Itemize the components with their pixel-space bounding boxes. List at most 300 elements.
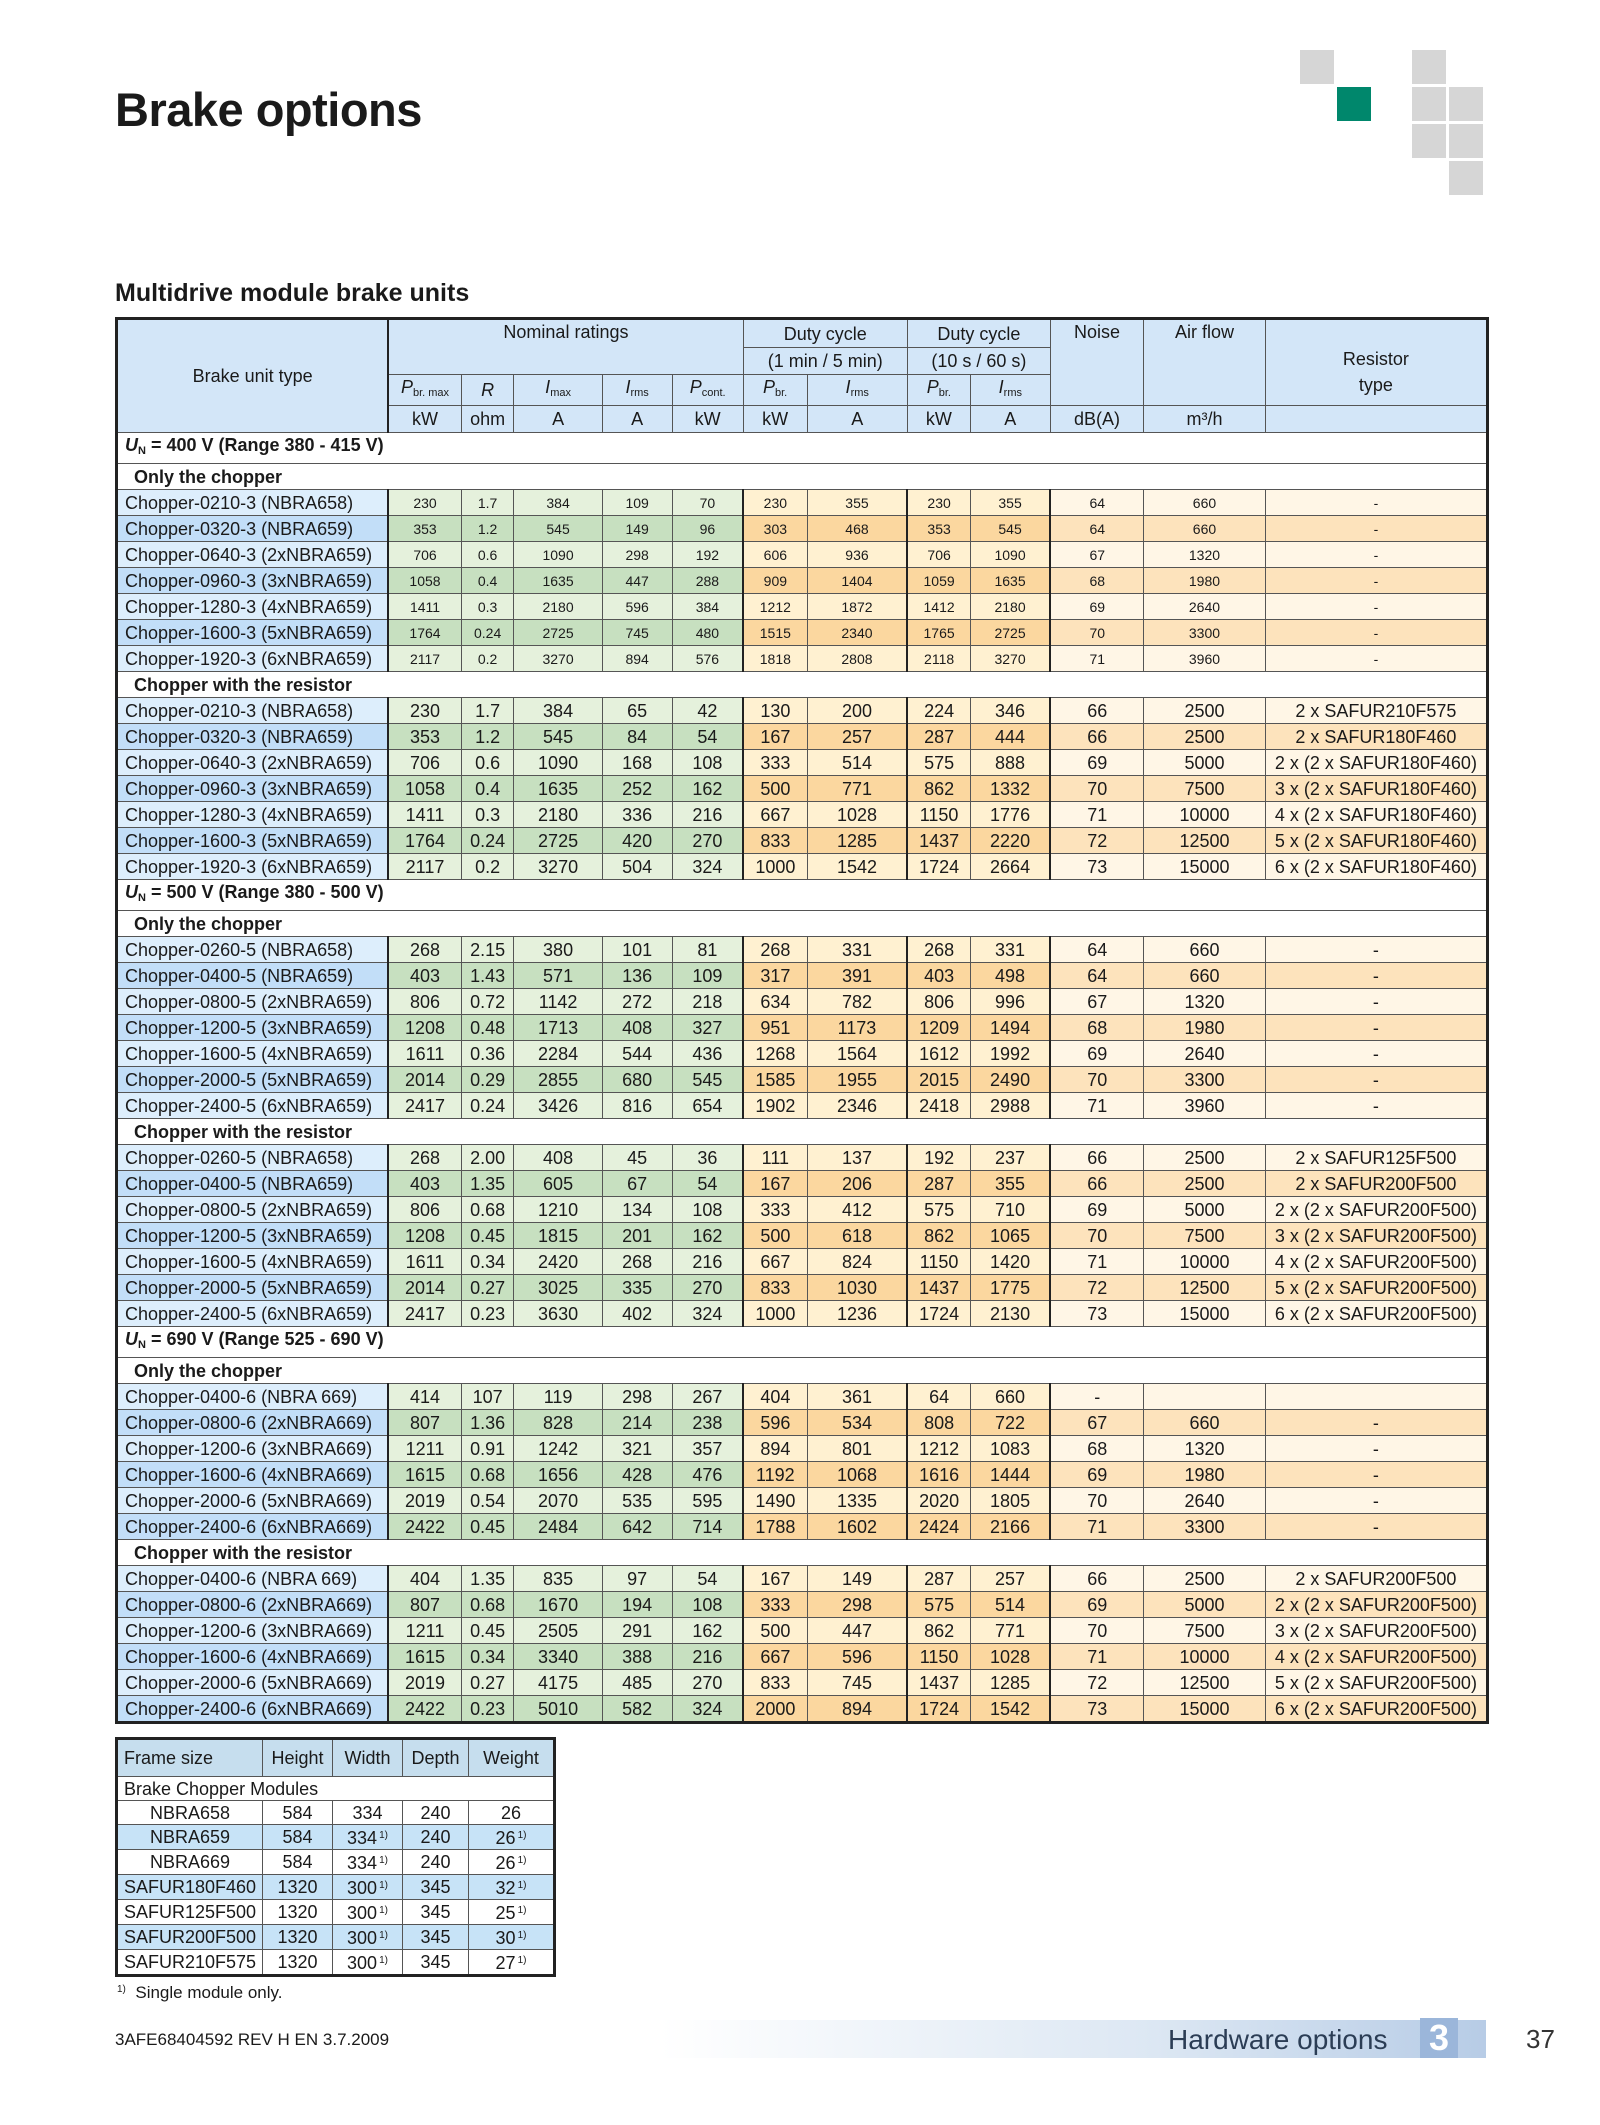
table-cell: 1724 bbox=[907, 854, 970, 880]
table-cell: 287 bbox=[907, 1566, 970, 1592]
table-cell: 824 bbox=[807, 1249, 907, 1275]
table-cell: 2725 bbox=[970, 620, 1050, 646]
table-cell: 862 bbox=[907, 1618, 970, 1644]
frame-table-row bbox=[117, 1825, 555, 1850]
frame-table-cell: 345 bbox=[403, 1950, 469, 1976]
frame-table-cell: NBRA658 bbox=[117, 1801, 263, 1825]
group-label: Chopper with the resistor bbox=[117, 1540, 1488, 1566]
frame-table-cell: 27 $^{1)}$ bbox=[469, 1950, 555, 1976]
table-cell: 12500 bbox=[1144, 1670, 1266, 1696]
frame-table-row bbox=[117, 1850, 555, 1875]
table-cell: 1.2 bbox=[461, 724, 514, 750]
cell-brake-unit: Chopper-2400-5 (6xNBRA659) bbox=[117, 1301, 389, 1327]
table-cell: 1058 bbox=[388, 776, 461, 802]
table-cell: - bbox=[1265, 1514, 1487, 1540]
frame-table-cell: 240 bbox=[403, 1850, 469, 1875]
table-cell: 216 bbox=[672, 802, 743, 828]
table-cell: 0.36 bbox=[461, 1041, 514, 1067]
cell-brake-unit: Chopper-2400-6 (6xNBRA669) bbox=[117, 1696, 389, 1723]
cell-brake-unit: Chopper-0260-5 (NBRA658) bbox=[117, 1145, 389, 1171]
table-cell: 1210 bbox=[514, 1197, 602, 1223]
table-cell: 1.36 bbox=[461, 1410, 514, 1436]
cell-brake-unit: Chopper-0400-6 (NBRA 669) bbox=[117, 1566, 389, 1592]
table-cell: 1980 bbox=[1144, 1462, 1266, 1488]
cell-brake-unit: Chopper-0400-5 (NBRA659) bbox=[117, 1171, 389, 1197]
table-cell: 833 bbox=[743, 1670, 807, 1696]
unit-ohm: ohm bbox=[461, 406, 514, 433]
frame-table-cell: 26 $^{1)}$ bbox=[469, 1825, 555, 1850]
table-cell: 660 bbox=[1144, 1410, 1266, 1436]
table-cell: 1173 bbox=[807, 1015, 907, 1041]
cell-brake-unit: Chopper-2400-6 (6xNBRA669) bbox=[117, 1514, 389, 1540]
table-cell: 2 x SAFUR200F500 bbox=[1265, 1566, 1487, 1592]
table-cell: 2422 bbox=[388, 1514, 461, 1540]
table-cell: 660 bbox=[1144, 516, 1266, 542]
table-cell: 355 bbox=[807, 490, 907, 516]
table-cell: 3300 bbox=[1144, 1514, 1266, 1540]
cell-brake-unit: Chopper-0800-6 (2xNBRA669) bbox=[117, 1410, 389, 1436]
cell-brake-unit: Chopper-1920-3 (6xNBRA659) bbox=[117, 854, 389, 880]
table-cell: 0.2 bbox=[461, 854, 514, 880]
table-row bbox=[117, 1462, 1488, 1488]
table-row bbox=[117, 1067, 1488, 1093]
table-cell: - bbox=[1050, 1384, 1143, 1410]
table-cell: 1490 bbox=[743, 1488, 807, 1514]
table-cell: 828 bbox=[514, 1410, 602, 1436]
table-cell: 355 bbox=[970, 1171, 1050, 1197]
frame-table-cell: 30 $^{1)}$ bbox=[469, 1925, 555, 1950]
table-cell: - bbox=[1265, 1462, 1487, 1488]
col-resistor-type: Resistor type bbox=[1265, 319, 1487, 406]
table-cell: 64 bbox=[1050, 963, 1143, 989]
table-cell: 346 bbox=[970, 698, 1050, 724]
table-cell: 1285 bbox=[807, 828, 907, 854]
table-row bbox=[117, 490, 1488, 516]
table-cell: 1818 bbox=[743, 646, 807, 672]
table-cell: 706 bbox=[907, 542, 970, 568]
table-cell: - bbox=[1265, 646, 1487, 672]
table-cell: 0.4 bbox=[461, 568, 514, 594]
table-cell: - bbox=[1265, 490, 1487, 516]
document-id: 3AFE68404592 REV H EN 3.7.2009 bbox=[115, 2030, 390, 2049]
table-cell: 230 bbox=[907, 490, 970, 516]
table-cell: 252 bbox=[602, 776, 672, 802]
table-cell: 66 bbox=[1050, 1566, 1143, 1592]
table-row bbox=[117, 1696, 1488, 1723]
table-cell: 1776 bbox=[970, 802, 1050, 828]
table-cell: 1788 bbox=[743, 1514, 807, 1540]
table-cell: 420 bbox=[602, 828, 672, 854]
cell-brake-unit: Chopper-1200-5 (3xNBRA659) bbox=[117, 1223, 389, 1249]
table-cell: 5000 bbox=[1144, 1197, 1266, 1223]
table-cell: 3960 bbox=[1144, 1093, 1266, 1119]
table-cell: 4 x (2 x SAFUR180F460) bbox=[1265, 802, 1487, 828]
table-cell: 5 x (2 x SAFUR200F500) bbox=[1265, 1670, 1487, 1696]
frame-col-height: Height bbox=[263, 1739, 333, 1777]
table-cell: 7500 bbox=[1144, 776, 1266, 802]
table-cell: 355 bbox=[970, 490, 1050, 516]
table-cell: 230 bbox=[743, 490, 807, 516]
frame-col-width: Width bbox=[333, 1739, 403, 1777]
table-cell: 806 bbox=[907, 989, 970, 1015]
table-cell: 404 bbox=[743, 1384, 807, 1410]
table-cell: 2500 bbox=[1144, 698, 1266, 724]
table-cell: 216 bbox=[672, 1644, 743, 1670]
table-cell: 1320 bbox=[1144, 989, 1266, 1015]
col-nominal-ratings: Nominal ratings bbox=[388, 319, 743, 375]
table-cell: 108 bbox=[672, 1592, 743, 1618]
table-cell: 64 bbox=[1050, 490, 1143, 516]
table-cell: 5000 bbox=[1144, 750, 1266, 776]
table-row bbox=[117, 963, 1488, 989]
table-row bbox=[117, 594, 1488, 620]
table-cell: 782 bbox=[807, 989, 907, 1015]
table-cell: 667 bbox=[743, 1249, 807, 1275]
table-cell: 807 bbox=[388, 1410, 461, 1436]
table-cell: 2664 bbox=[970, 854, 1050, 880]
table-cell: 1635 bbox=[514, 776, 602, 802]
table-row bbox=[117, 1249, 1488, 1275]
page-title: Brake options bbox=[115, 83, 422, 136]
table-row bbox=[117, 542, 1488, 568]
table-cell: 1713 bbox=[514, 1015, 602, 1041]
cell-brake-unit: Chopper-0400-5 (NBRA659) bbox=[117, 963, 389, 989]
unit-a: A bbox=[970, 406, 1050, 433]
table-cell: 722 bbox=[970, 1410, 1050, 1436]
table-cell: 1411 bbox=[388, 802, 461, 828]
table-cell: 1.7 bbox=[461, 698, 514, 724]
table-cell: 81 bbox=[672, 937, 743, 963]
table-cell: 134 bbox=[602, 1197, 672, 1223]
table-cell: 412 bbox=[807, 1197, 907, 1223]
table-cell: 1.7 bbox=[461, 490, 514, 516]
table-cell: 291 bbox=[602, 1618, 672, 1644]
table-cell: 710 bbox=[970, 1197, 1050, 1223]
table-cell: - bbox=[1265, 1488, 1487, 1514]
table-cell: 6 x (2 x SAFUR200F500) bbox=[1265, 1301, 1487, 1327]
table-cell: - bbox=[1265, 1093, 1487, 1119]
table-cell: 0.45 bbox=[461, 1618, 514, 1644]
table-cell: 2500 bbox=[1144, 1566, 1266, 1592]
table-cell: 15000 bbox=[1144, 854, 1266, 880]
table-cell: 447 bbox=[602, 568, 672, 594]
table-cell: 15000 bbox=[1144, 1696, 1266, 1723]
group-row bbox=[117, 672, 1488, 698]
unit-a: A bbox=[602, 406, 672, 433]
frame-table-body bbox=[117, 1777, 555, 1976]
col-duty-cycle-2-title: Duty cycle bbox=[907, 319, 1050, 348]
table-cell: 3270 bbox=[514, 646, 602, 672]
table-cell: 1585 bbox=[743, 1067, 807, 1093]
table-cell: 97 bbox=[602, 1566, 672, 1592]
section-title: Multidrive module brake units bbox=[115, 279, 470, 307]
table-cell: 1212 bbox=[743, 594, 807, 620]
cell-brake-unit: Chopper-1200-6 (3xNBRA669) bbox=[117, 1618, 389, 1644]
table-cell: 0.45 bbox=[461, 1514, 514, 1540]
table-cell: 71 bbox=[1050, 1514, 1143, 1540]
table-cell: 1602 bbox=[807, 1514, 907, 1540]
frame-table-cell: 584 bbox=[263, 1801, 333, 1825]
sym-pbrmax: $P_{br. max}$ bbox=[388, 375, 461, 406]
table-cell: 4175 bbox=[514, 1670, 602, 1696]
cell-brake-unit: Chopper-1200-5 (3xNBRA659) bbox=[117, 1015, 389, 1041]
table-cell: 327 bbox=[672, 1015, 743, 1041]
table-cell: 3300 bbox=[1144, 1067, 1266, 1093]
table-cell: 109 bbox=[602, 490, 672, 516]
table-cell: 1000 bbox=[743, 1301, 807, 1327]
table-cell: 5000 bbox=[1144, 1592, 1266, 1618]
table-row bbox=[117, 1041, 1488, 1067]
table-cell: 1656 bbox=[514, 1462, 602, 1488]
table-cell: 1068 bbox=[807, 1462, 907, 1488]
frame-table-row bbox=[117, 1900, 555, 1925]
table-cell: 2014 bbox=[388, 1275, 461, 1301]
table-cell: 1902 bbox=[743, 1093, 807, 1119]
table-cell: 2484 bbox=[514, 1514, 602, 1540]
table-cell: 298 bbox=[602, 1384, 672, 1410]
footnote-marker: 1) bbox=[517, 1905, 527, 1916]
table-cell: 1515 bbox=[743, 620, 807, 646]
footnote-marker: 1) bbox=[379, 1855, 388, 1866]
table-cell: 70 bbox=[1050, 620, 1143, 646]
table-row bbox=[117, 516, 1488, 542]
cell-brake-unit: Chopper-0210-3 (NBRA658) bbox=[117, 698, 389, 724]
table-cell: 816 bbox=[602, 1093, 672, 1119]
table-cell: 3960 bbox=[1144, 646, 1266, 672]
table-cell: 72 bbox=[1050, 828, 1143, 854]
table-row bbox=[117, 1592, 1488, 1618]
table-cell: 1420 bbox=[970, 1249, 1050, 1275]
cell-brake-unit: Chopper-1600-5 (4xNBRA659) bbox=[117, 1249, 389, 1275]
table-cell: 6 x (2 x SAFUR180F460) bbox=[1265, 854, 1487, 880]
table-cell: 862 bbox=[907, 1223, 970, 1249]
frame-table-cell: 1320 bbox=[263, 1875, 333, 1900]
table-cell: 1.35 bbox=[461, 1171, 514, 1197]
table-cell: 654 bbox=[672, 1093, 743, 1119]
table-cell: 2505 bbox=[514, 1618, 602, 1644]
table-cell: 2422 bbox=[388, 1696, 461, 1723]
frame-table-cell: SAFUR210F575 bbox=[117, 1950, 263, 1976]
table-cell: 2417 bbox=[388, 1301, 461, 1327]
table-cell: 680 bbox=[602, 1067, 672, 1093]
table-cell: 1.2 bbox=[461, 516, 514, 542]
unit-kw: kW bbox=[672, 406, 743, 433]
table-cell: 0.4 bbox=[461, 776, 514, 802]
table-cell: 71 bbox=[1050, 802, 1143, 828]
table-cell: 69 bbox=[1050, 1197, 1143, 1223]
table-cell: 324 bbox=[672, 1301, 743, 1327]
table-cell: 936 bbox=[807, 542, 907, 568]
frame-table-cell: 240 bbox=[403, 1825, 469, 1850]
table-row bbox=[117, 1223, 1488, 1249]
col-air-flow: Air flow bbox=[1144, 319, 1266, 406]
frame-table-cell: 25 $^{1)}$ bbox=[469, 1900, 555, 1925]
frame-table-cell: 1320 bbox=[263, 1900, 333, 1925]
group-label: Chopper with the resistor bbox=[117, 1119, 1488, 1145]
table-cell: 321 bbox=[602, 1436, 672, 1462]
table-cell: 1775 bbox=[970, 1275, 1050, 1301]
table-cell: 402 bbox=[602, 1301, 672, 1327]
table-cell: 357 bbox=[672, 1436, 743, 1462]
table-cell: 218 bbox=[672, 989, 743, 1015]
table-cell: 1955 bbox=[807, 1067, 907, 1093]
unit-dba: dB(A) bbox=[1050, 406, 1143, 433]
table-cell: 660 bbox=[1144, 490, 1266, 516]
frame-table-row bbox=[117, 1950, 555, 1976]
table-cell bbox=[1265, 1384, 1487, 1410]
table-cell: - bbox=[1265, 620, 1487, 646]
table-cell: 1805 bbox=[970, 1488, 1050, 1514]
frame-table-cell: 345 bbox=[403, 1900, 469, 1925]
table-cell: 6 x (2 x SAFUR200F500) bbox=[1265, 1696, 1487, 1723]
table-cell: - bbox=[1265, 1410, 1487, 1436]
sym-pbr-1: $P_{br.}$ bbox=[743, 375, 807, 406]
table-cell: 73 bbox=[1050, 1301, 1143, 1327]
table-cell: 1764 bbox=[388, 828, 461, 854]
table-cell: 801 bbox=[807, 1436, 907, 1462]
table-cell: 2019 bbox=[388, 1670, 461, 1696]
table-cell: 162 bbox=[672, 776, 743, 802]
table-cell: 66 bbox=[1050, 1171, 1143, 1197]
table-cell: 70 bbox=[1050, 1488, 1143, 1514]
table-cell: 1437 bbox=[907, 1670, 970, 1696]
table-cell: 42 bbox=[672, 698, 743, 724]
table-cell: 0.29 bbox=[461, 1067, 514, 1093]
table-cell: 1404 bbox=[807, 568, 907, 594]
table-cell: 2 x SAFUR200F500 bbox=[1265, 1171, 1487, 1197]
table-cell: 771 bbox=[807, 776, 907, 802]
col-duty-cycle-1-range: (1 min / 5 min) bbox=[743, 348, 907, 375]
table-cell: 833 bbox=[743, 1275, 807, 1301]
group-label: Only the chopper bbox=[117, 1358, 1488, 1384]
table-cell: 1564 bbox=[807, 1041, 907, 1067]
table-cell: 667 bbox=[743, 802, 807, 828]
table-cell: 270 bbox=[672, 1670, 743, 1696]
table-cell: - bbox=[1265, 568, 1487, 594]
table-cell: 1211 bbox=[388, 1618, 461, 1644]
table-cell: 201 bbox=[602, 1223, 672, 1249]
table-cell: 194 bbox=[602, 1592, 672, 1618]
table-cell: 575 bbox=[907, 750, 970, 776]
table-cell: 68 bbox=[1050, 568, 1143, 594]
table-cell: 1242 bbox=[514, 1436, 602, 1462]
brake-units-table bbox=[115, 317, 1489, 1724]
chapter-number: 3 bbox=[1420, 2018, 1458, 2058]
table-cell: 862 bbox=[907, 776, 970, 802]
table-cell: 807 bbox=[388, 1592, 461, 1618]
table-row bbox=[117, 698, 1488, 724]
cell-brake-unit: Chopper-0320-3 (NBRA659) bbox=[117, 724, 389, 750]
table-cell: 1980 bbox=[1144, 568, 1266, 594]
table-cell: 214 bbox=[602, 1410, 672, 1436]
table-cell: 1268 bbox=[743, 1041, 807, 1067]
table-cell: 1616 bbox=[907, 1462, 970, 1488]
table-cell: 0.34 bbox=[461, 1249, 514, 1275]
table-cell bbox=[1144, 1384, 1266, 1410]
table-cell: 806 bbox=[388, 1197, 461, 1223]
table-cell: 101 bbox=[602, 937, 672, 963]
table-cell: 2490 bbox=[970, 1067, 1050, 1093]
table-cell: 1611 bbox=[388, 1249, 461, 1275]
table-cell: 137 bbox=[807, 1145, 907, 1171]
table-cell: 67 bbox=[1050, 989, 1143, 1015]
table-row bbox=[117, 750, 1488, 776]
sym-imax: $I_{max}$ bbox=[514, 375, 602, 406]
table-cell: 1212 bbox=[907, 1436, 970, 1462]
table-cell: 270 bbox=[672, 1275, 743, 1301]
table-cell: 7500 bbox=[1144, 1618, 1266, 1644]
table-row bbox=[117, 937, 1488, 963]
table-cell: 10000 bbox=[1144, 802, 1266, 828]
sym-irms-1: $I_{rms}$ bbox=[807, 375, 907, 406]
table-cell: 1090 bbox=[514, 750, 602, 776]
table-cell: 1236 bbox=[807, 1301, 907, 1327]
table-row bbox=[117, 776, 1488, 802]
table-cell: 3 x (2 x SAFUR200F500) bbox=[1265, 1618, 1487, 1644]
table-cell: 2180 bbox=[514, 594, 602, 620]
frame-group-label: Brake Chopper Modules bbox=[117, 1777, 555, 1801]
table-cell: 504 bbox=[602, 854, 672, 880]
table-cell: 0.24 bbox=[461, 828, 514, 854]
table-cell: 384 bbox=[514, 698, 602, 724]
table-cell: 2117 bbox=[388, 646, 461, 672]
table-cell: 1615 bbox=[388, 1462, 461, 1488]
table-cell: 3630 bbox=[514, 1301, 602, 1327]
table-cell: 571 bbox=[514, 963, 602, 989]
group-row bbox=[117, 464, 1488, 490]
table-cell: - bbox=[1265, 542, 1487, 568]
table-cell: 2180 bbox=[970, 594, 1050, 620]
table-cell: 1332 bbox=[970, 776, 1050, 802]
table-cell: 64 bbox=[907, 1384, 970, 1410]
table-cell: 268 bbox=[743, 937, 807, 963]
table-cell: 324 bbox=[672, 1696, 743, 1723]
table-row bbox=[117, 724, 1488, 750]
table-cell: 72 bbox=[1050, 1670, 1143, 1696]
table-cell: 331 bbox=[970, 937, 1050, 963]
table-cell: 408 bbox=[514, 1145, 602, 1171]
table-cell: 3 x (2 x SAFUR200F500) bbox=[1265, 1223, 1487, 1249]
table-cell: 66 bbox=[1050, 698, 1143, 724]
table-cell: 206 bbox=[807, 1171, 907, 1197]
table-cell: 3 x (2 x SAFUR180F460) bbox=[1265, 776, 1487, 802]
page-number: 37 bbox=[1526, 2024, 1555, 2054]
cell-brake-unit: Chopper-2000-6 (5xNBRA669) bbox=[117, 1670, 389, 1696]
table-cell: 514 bbox=[807, 750, 907, 776]
table-cell: 111 bbox=[743, 1145, 807, 1171]
table-cell: 2166 bbox=[970, 1514, 1050, 1540]
table-cell: 67 bbox=[602, 1171, 672, 1197]
frame-table-cell: 300 $^{1)}$ bbox=[333, 1950, 403, 1976]
table-cell: 0.23 bbox=[461, 1696, 514, 1723]
table-cell: 403 bbox=[388, 963, 461, 989]
table-cell: 66 bbox=[1050, 724, 1143, 750]
table-cell: 771 bbox=[970, 1618, 1050, 1644]
cell-brake-unit: Chopper-0960-3 (3xNBRA659) bbox=[117, 568, 389, 594]
table-cell: 216 bbox=[672, 1249, 743, 1275]
table-cell: 2424 bbox=[907, 1514, 970, 1540]
table-cell: 618 bbox=[807, 1223, 907, 1249]
table-cell: 2070 bbox=[514, 1488, 602, 1514]
table-cell: 68 bbox=[1050, 1436, 1143, 1462]
footnote-marker: 1) bbox=[379, 1830, 388, 1841]
cell-brake-unit: Chopper-0800-5 (2xNBRA659) bbox=[117, 1197, 389, 1223]
table-row bbox=[117, 1301, 1488, 1327]
table-cell: 1635 bbox=[514, 568, 602, 594]
table-cell: 268 bbox=[388, 1145, 461, 1171]
table-cell: 2725 bbox=[514, 828, 602, 854]
table-cell: 447 bbox=[807, 1618, 907, 1644]
